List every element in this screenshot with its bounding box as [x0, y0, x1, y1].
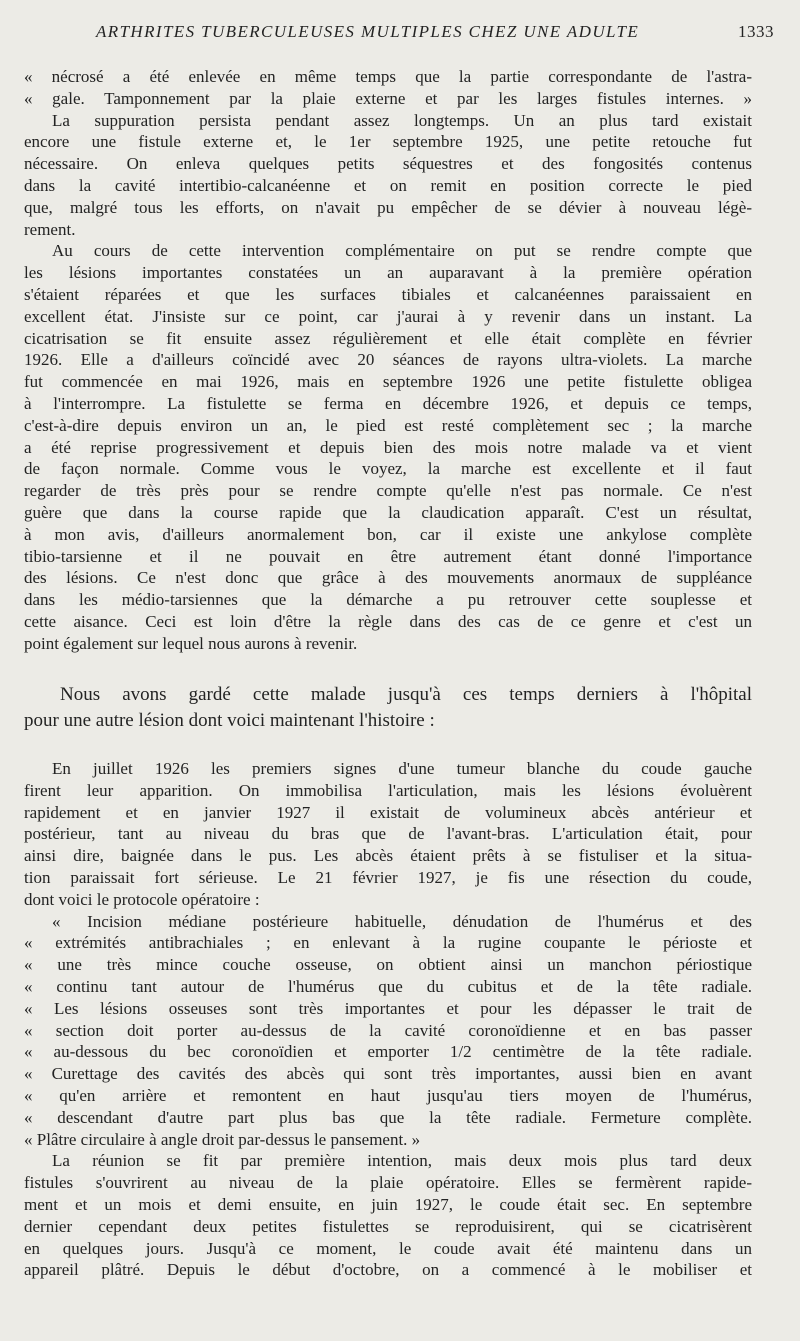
text-line: rement. — [24, 219, 76, 239]
text-line: « descendant d'autre part plus bas que la tête radiale. Fermeture complète. — [24, 1107, 752, 1127]
text-line: des lésions. Ce n'est donc que grâce à des mouvements anormaux de suppléance — [24, 568, 752, 588]
text-line: « Plâtre circulaire à angle droit par-dessus le pansement. » — [24, 1129, 421, 1149]
text-line: 1926. Elle a d'ailleurs coïncidé avec 20 séances de rayons ultra-violets. La marche — [24, 350, 752, 370]
text-line: à mon avis, d'ailleurs anormalement bon, car il existe une ankylose complète — [24, 524, 752, 544]
text-line: regarder de très près pour se rendre compte qu'elle n'est pas normale. Ce n'est — [24, 481, 752, 501]
text-line: nécessaire. On enleva quelques petits séquestres et des fongosités contenus — [24, 154, 752, 174]
text-line: « une très mince couche osseuse, on obtient ainsi un manchon périostique — [24, 955, 752, 975]
text-line: firent leur apparition. On immobilisa l'articulation, mais les lésions évoluèrent — [24, 780, 752, 800]
text-line: « Incision médiane postérieure habituelle, dénudation de l'humérus et des — [52, 911, 752, 931]
text-line: rapidement et en janvier 1927 il existait de volumineux abcès antérieur et — [24, 802, 752, 822]
text-line: « au-dessous du bec coronoïdien et emporter 1/2 centimètre de la tête radiale. — [24, 1042, 752, 1062]
text-line: « qu'en arrière et remontent en haut jusqu'au tiers moyen de l'humérus, — [24, 1085, 752, 1105]
text-line: s'étaient réparées et que les surfaces tibiales et calcanéennes paraissaient en — [24, 284, 752, 304]
text-line: postérieur, tant au niveau du bras que de l'avant-bras. L'articulation était, pour — [24, 824, 752, 844]
text-block-transition — [24, 682, 752, 734]
text-block-ankle-case — [24, 66, 752, 655]
text-line: que, malgré tous les efforts, on n'avait pu empêcher de se dévier à nouveau légè- — [24, 197, 752, 217]
text-line: La suppuration persista pendant assez longtemps. Un an plus tard existait — [52, 110, 752, 130]
text-line: « nécrosé a été enlevée en même temps que la partie correspondante de l'astra- — [24, 67, 752, 86]
text-line: tibio-tarsienne et il ne pouvait en être autrement étant donné l'importance — [24, 546, 752, 566]
text-line: pour une autre lésion dont voici maintenant l'histoire : — [24, 710, 435, 731]
text-line: tion paraissait fort sérieuse. Le 21 février 1927, je fis une résection du coude, — [24, 867, 752, 887]
running-header — [24, 22, 774, 44]
text-line: « section doit porter au-dessus de la cavité coronoïdienne et en bas passer — [24, 1020, 752, 1040]
text-line: à l'interrompre. La fistulette se ferma en décembre 1926, et depuis ce temps, — [24, 393, 752, 413]
text-line: dernier cependant deux petites fistulettes se reproduisirent, qui se cicatrisèrent — [24, 1216, 752, 1236]
text-line: fistules s'ouvrirent au niveau de la plaie opératoire. Elles se fermèrent rapide- — [24, 1173, 752, 1193]
text-line: La réunion se fit par première intention, mais deux mois plus tard deux — [52, 1151, 752, 1171]
text-line: cicatrisation se fit ensuite assez régulièrement et elle était complète en février — [24, 328, 752, 348]
text-line: en quelques jours. Jusqu'à ce moment, le coude avait été maintenu dans un — [24, 1238, 752, 1258]
text-line: ment et un mois et demi ensuite, en juin 1927, le coude était sec. En septembre — [24, 1194, 752, 1214]
text-line: dans la cavité intertibio-calcanéenne et on remit en position correcte le pied — [24, 175, 752, 195]
page-number: 1333 — [738, 22, 774, 41]
text-line: Au cours de cette intervention complémentaire on put se rendre compte que — [52, 241, 752, 261]
text-line: guère que dans la course rapide que la claudication apparaît. C'est un résultat, — [24, 502, 752, 522]
text-line: Nous avons gardé cette malade jusqu'à ces temps derniers à l'hôpital — [60, 684, 752, 705]
text-line: excellent état. J'insiste sur ce point, car j'aurai à y revenir dans un instant. La — [24, 306, 752, 326]
text-line: cette aisance. Ceci est loin d'être la règle dans des cas de ce genre et c'est un — [24, 611, 752, 631]
text-line: ainsi dire, baignée dans le pus. Les abcès étaient prêts à se fistuliser et la situa- — [24, 846, 752, 866]
text-line: les lésions importantes constatées un an auparavant à la première opération — [24, 263, 752, 283]
running-title: ARTHRITES TUBERCULEUSES MULTIPLES CHEZ UNE ADULTE — [96, 22, 640, 41]
text-line: « gale. Tamponnement par la plaie externe et par les larges fistules internes. » — [24, 88, 752, 108]
text-line: a été reprise progressivement et depuis bien des mois notre malade va et vient — [24, 437, 752, 457]
text-line: « continu tant autour de l'humérus que du cubitus et de la tête radiale. — [24, 976, 752, 996]
text-line: dont voici le protocole opératoire : — [24, 889, 260, 909]
text-line: « extrémités antibrachiales ; en enlevant à la rugine coupante le périoste et — [24, 933, 752, 953]
text-line: « Curettage des cavités des abcès qui sont très importantes, aussi bien en avant — [24, 1064, 752, 1084]
text-line: fut commencée en mai 1926, mais en septembre 1926 une petite fistulette obligea — [24, 372, 752, 392]
text-line: de façon normale. Comme vous le voyez, la marche est excellente et il faut — [24, 459, 752, 479]
text-line: point également sur lequel nous aurons à revenir. — [24, 633, 358, 653]
text-line: dans les médio-tarsiennes que la démarche a pu retrouver cette souplesse et — [24, 590, 752, 610]
text-line: appareil plâtré. Depuis le début d'octobre, on a commencé à le mobiliser et — [24, 1260, 752, 1280]
text-line: encore une fistule externe et, le 1er septembre 1925, une petite retouche fut — [24, 132, 752, 152]
text-block-elbow-case — [24, 758, 752, 1281]
text-line: « Les lésions osseuses sont très importantes et pour les dépasser le trait de — [24, 998, 752, 1018]
text-line: En juillet 1926 les premiers signes d'une tumeur blanche du coude gauche — [52, 759, 752, 778]
text-line: c'est-à-dire depuis environ un an, le pied est resté complètement sec ; la marche — [24, 415, 752, 435]
